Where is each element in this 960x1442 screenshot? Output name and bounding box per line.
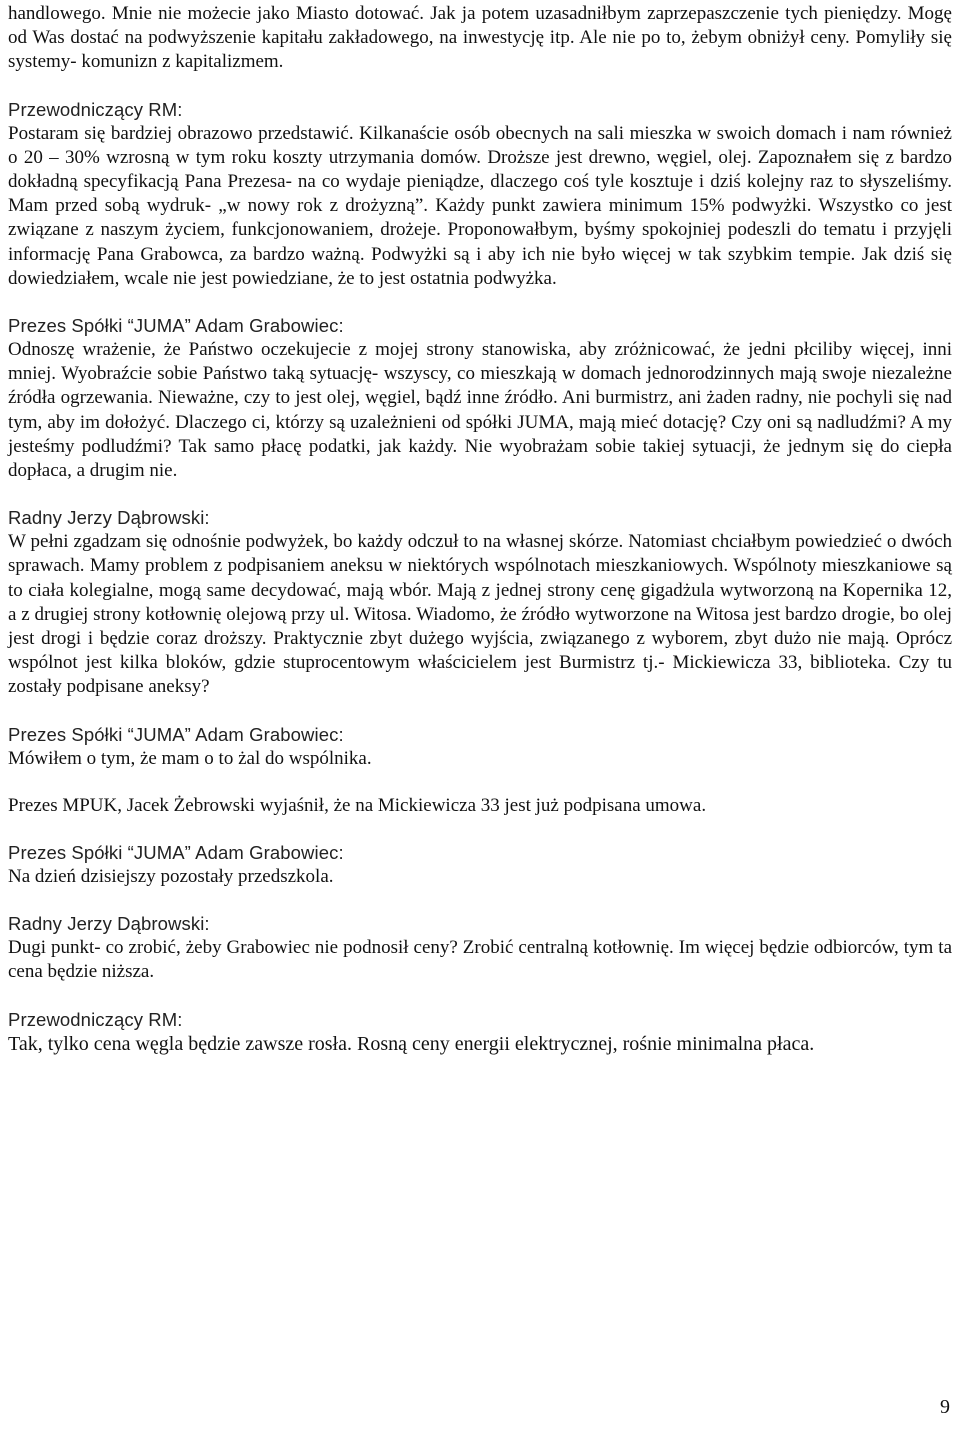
- speaker-label: Prezes Spółki “JUMA” Adam Grabowiec:: [8, 315, 344, 337]
- speech-block: [8, 723, 952, 771]
- paragraph-text: Prezes MPUK, Jacek Żebrowski wyjaśnił, że na Mickiewicza 33 jest już podpisana umowa.: [8, 794, 707, 816]
- speech-text: Na dzień dzisiejszy pozostały przedszkola.: [8, 866, 334, 888]
- speech-text: Odnoszę wrażenie, że Państwo oczekujecie z mojej strony stanowiska, aby zróżnicować, że jedni płciliby więcej, inni mniej. Wyobraźcie sobie Państwo taką sytuację- wszyscy, co mieszkają w domach jednorodzinnych mają swoje niezależne źródła ogrzewania. Nieważne, czy to jest olej, węgiel, bądź inne źródło. Ani burmistrz, ani żaden radny, nie pochyli się nad tym, aby im dołożyć. Dlaczego ci, którzy są uzależnieni od spółki JUMA, mają mieć dotację? Czy oni są nadludźmi? A my jesteśmy podludźmi? Tak samo płacę podatki, jak każdy. Nie wyobrażam sobie takiej sytuacji, że jednym się do ciepła dopłaca, a drugim nie.: [8, 339, 952, 482]
- speech-text: Mówiłem o tym, że mam o to żal do wspólnika.: [8, 747, 372, 769]
- document-page: [8, 0, 952, 1056]
- paragraph-block: [8, 2, 952, 75]
- speech-block: [8, 314, 952, 483]
- page-number: 9: [940, 1396, 950, 1418]
- paragraph-text: handlowego. Mnie nie możecie jako Miasto dotować. Jak ja potem uzasadniłbym zaprzepaszczenie tych pieniędzy. Mogę od Was dostać na podwyższenie kapitału zakładowego, na inwestycję itp. Ale nie po to, żebym obniżył ceny. Pomyliły się systemy- komunizn z kapitalizmem.: [8, 3, 952, 73]
- speaker-label: Przewodniczący RM:: [8, 98, 183, 120]
- speech-block: [8, 912, 952, 984]
- speech-text: Postaram się bardziej obrazowo przedstawić. Kilkanaście osób obecnych na sali mieszka w swoich domach i nam również o 20 – 30% wzrosną w tym roku koszty utrzymania domów. Droższe jest drewno, węgiel, olej. Zapoznałem się z bardzo dokładną specyfikacją Pana Prezesa- na co wydaje pieniądze, dlaczego coś tyle kosztuje i dziś kolejny raz to słyszeliśmy. Mam przed sobą wydruk- „w nowy rok z drożyzną”. Każdy punkt zawiera minimum 15% podwyżki. Wszystko co jest związane z naszym życiem, funkcjonowaniem, drożeje. Proponowałbym, byśmy spokojniej podeszli do tematu i przyjęli informację Pana Grabowca, za bardzo ważną. Podwyżki są i aby ich nie było więcej w tak szybkim tempie. Jak dziś się dowiedziałem, wcale nie jest powiedziane, że to jest ostatnia podwyżka.: [8, 122, 952, 289]
- speech-text: Tak, tylko cena węgla będzie zawsze rosła. Rosną ceny energii elektrycznej, rośnie minimalna płaca.: [8, 1032, 815, 1055]
- speech-block: [8, 98, 952, 291]
- speech-block: [8, 506, 952, 699]
- speech-block: [8, 1008, 952, 1056]
- paragraph-block: [8, 794, 952, 818]
- speaker-label: Radny Jerzy Dąbrowski:: [8, 913, 210, 935]
- speech-text: W pełni zgadzam się odnośnie podwyżek, bo każdy odczuł to na własnej skórze. Natomiast chciałbym powiedzieć o dwóch sprawach. Mamy problem z podpisaniem aneksu w niektórych wspólnotach mieszkaniowych. Wspólnoty mieszkaniowe są to ciała kolegialne, mogą same decydować, mają wbór. Mają z jednej strony cenę gigadżula wytworzoną na Kopernika 12, a z drugiej strony kotłownię olejową przy ul. Witosa. Wiadomo, że źródło wytworzone na Witosa jest bardzo drogie, bo olej jest drogi i będzie coraz droższy. Praktycznie zbyt dużego wyjścia, związanego z wyborem, zbyt dużo nie mają. Oprócz wspólnot jest kilka bloków, gdzie stuprocentowym właścicielem jest Burmistrz tj.- Mickiewicza 33, biblioteka. Czy tu zostały podpisane aneksy?: [8, 531, 952, 698]
- speaker-label: Prezes Spółki “JUMA” Adam Grabowiec:: [8, 842, 344, 864]
- speech-text: Dugi punkt- co zrobić, żeby Grabowiec nie podnosił ceny? Zrobić centralną kotłownię. Im więcej będzie odbiorców, tym ta cena będzie niższa.: [8, 937, 952, 983]
- speaker-label: Przewodniczący RM:: [8, 1008, 183, 1030]
- speech-block: [8, 841, 952, 889]
- speaker-label: Radny Jerzy Dąbrowski:: [8, 507, 210, 529]
- speaker-label: Prezes Spółki “JUMA” Adam Grabowiec:: [8, 723, 344, 745]
